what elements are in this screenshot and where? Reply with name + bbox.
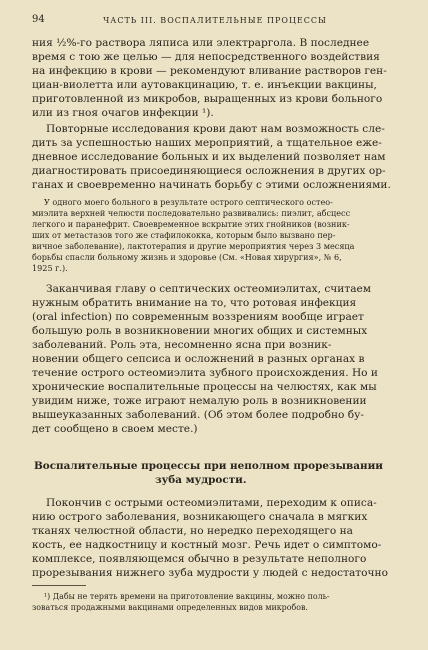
text-line: дить за успешностью наших мероприятий, а тщательное еже- [32, 137, 382, 149]
smallprint-line: борьбы спасли больному жизнь и здоровье (См. «Новая хирургия», № 6, [32, 252, 342, 262]
text-line: ния ½%-го раствора ляписа или электраргола. В последнее [32, 37, 370, 49]
text-line: диагностировать присоединяющиеся осложнения в других ор- [32, 165, 386, 177]
text-line: новении общего сепсиса и осложнений в разных органах в [32, 353, 365, 365]
text-line: заболеваний. Роль эта, несомненно ясна при возник- [32, 339, 332, 351]
text-line: увидим ниже, тоже играют немалую роль в возникновении [32, 395, 367, 407]
section-heading: зуба мудрости. [155, 474, 247, 486]
smallprint-line: ших от метастазов того же стафилококка, которым было вызвано пер- [32, 230, 336, 240]
smallprint-line: миэлита верхней челюсти последовательно развивались: пиэлит, абсцесс [32, 208, 351, 218]
text-line: приготовленной из микробов, выращенных из крови больного [32, 93, 383, 105]
text-line: большую роль в возникновении многих общих и системных [32, 325, 368, 337]
text-line: тканях челюстной области, но нередко переходящего на [32, 525, 353, 537]
text-line: вышеуказанных заболеваний. (Об этом более подробно бу- [32, 409, 364, 421]
text-line: или из гноя очагов инфекции ¹). [32, 107, 214, 119]
text-line: (oral infection) по современным воззрениям вообще играет [32, 311, 364, 323]
text-line: дневное исследование больных и их выделений позволяет нам [32, 151, 386, 163]
smallprint-line: У одного моего больного в результате острого септического остео- [44, 197, 333, 207]
text-line: дет сообщено в своем месте.) [32, 423, 198, 435]
text-line: ганах и своевременно начинать борьбу с этими осложнениями. [32, 179, 391, 191]
smallprint-line: 1925 г.). [32, 263, 68, 273]
text-line: Заканчивая главу о септических остеомиэлитах, считаем [46, 283, 372, 295]
footnote-line: зоваться продажными вакцинами определенных видов микробов. [32, 603, 308, 612]
text-line: хронические воспалительные процессы на челюстях, как мы [32, 381, 377, 393]
text-line: Покончив с острыми остеомиэлитами, переходим к описа- [46, 497, 377, 509]
running-header [32, 14, 398, 28]
section-heading: Воспалительные процессы при неполном прорезывании [34, 460, 384, 472]
text-line: кость, ее надкостницу и костный мозг. Речь идет о симптомо- [32, 539, 382, 551]
running-title: ЧАСТЬ III. ВОСПАЛИТЕЛЬНЫЕ ПРОЦЕССЫ [103, 16, 327, 25]
smallprint-line: вичное заболевание), лактотерапия и другие мероприятия через 3 месяца [32, 241, 355, 251]
text-line: нию острого заболевания, возникающего сначала в мягких [32, 511, 368, 523]
text-line: Повторные исследования крови дают нам возможность сле- [46, 123, 385, 135]
smallprint-line: легкого и паранефрит. Своевременное вскрытие этих гнойников (возник- [32, 219, 350, 229]
text-line: время с тою же целью — для непосредственного воздействия [32, 51, 380, 63]
footnote-line: ¹) Дабы не терять времени на приготовление вакцины, можно поль- [44, 592, 330, 601]
page-number: 94 [32, 14, 45, 25]
text-line: циан-виолетта или аутовакцинацию, т. е. инъекции вакцины, [32, 79, 377, 91]
text-line: на инфекцию в крови — рекомендуют вливание растворов ген- [32, 65, 387, 77]
text-line: нужным обратить внимание на то, что ротовая инфекция [32, 297, 357, 309]
text-line: течение острого остеомиэлита зубного происхождения. Но и [32, 367, 378, 379]
text-line: прорезывания нижнего зуба мудрости у людей с недостаточно [32, 567, 388, 579]
text-line: комплексе, появляющемся обычно в результате неполного [32, 553, 367, 565]
footnote-rule [32, 585, 86, 586]
